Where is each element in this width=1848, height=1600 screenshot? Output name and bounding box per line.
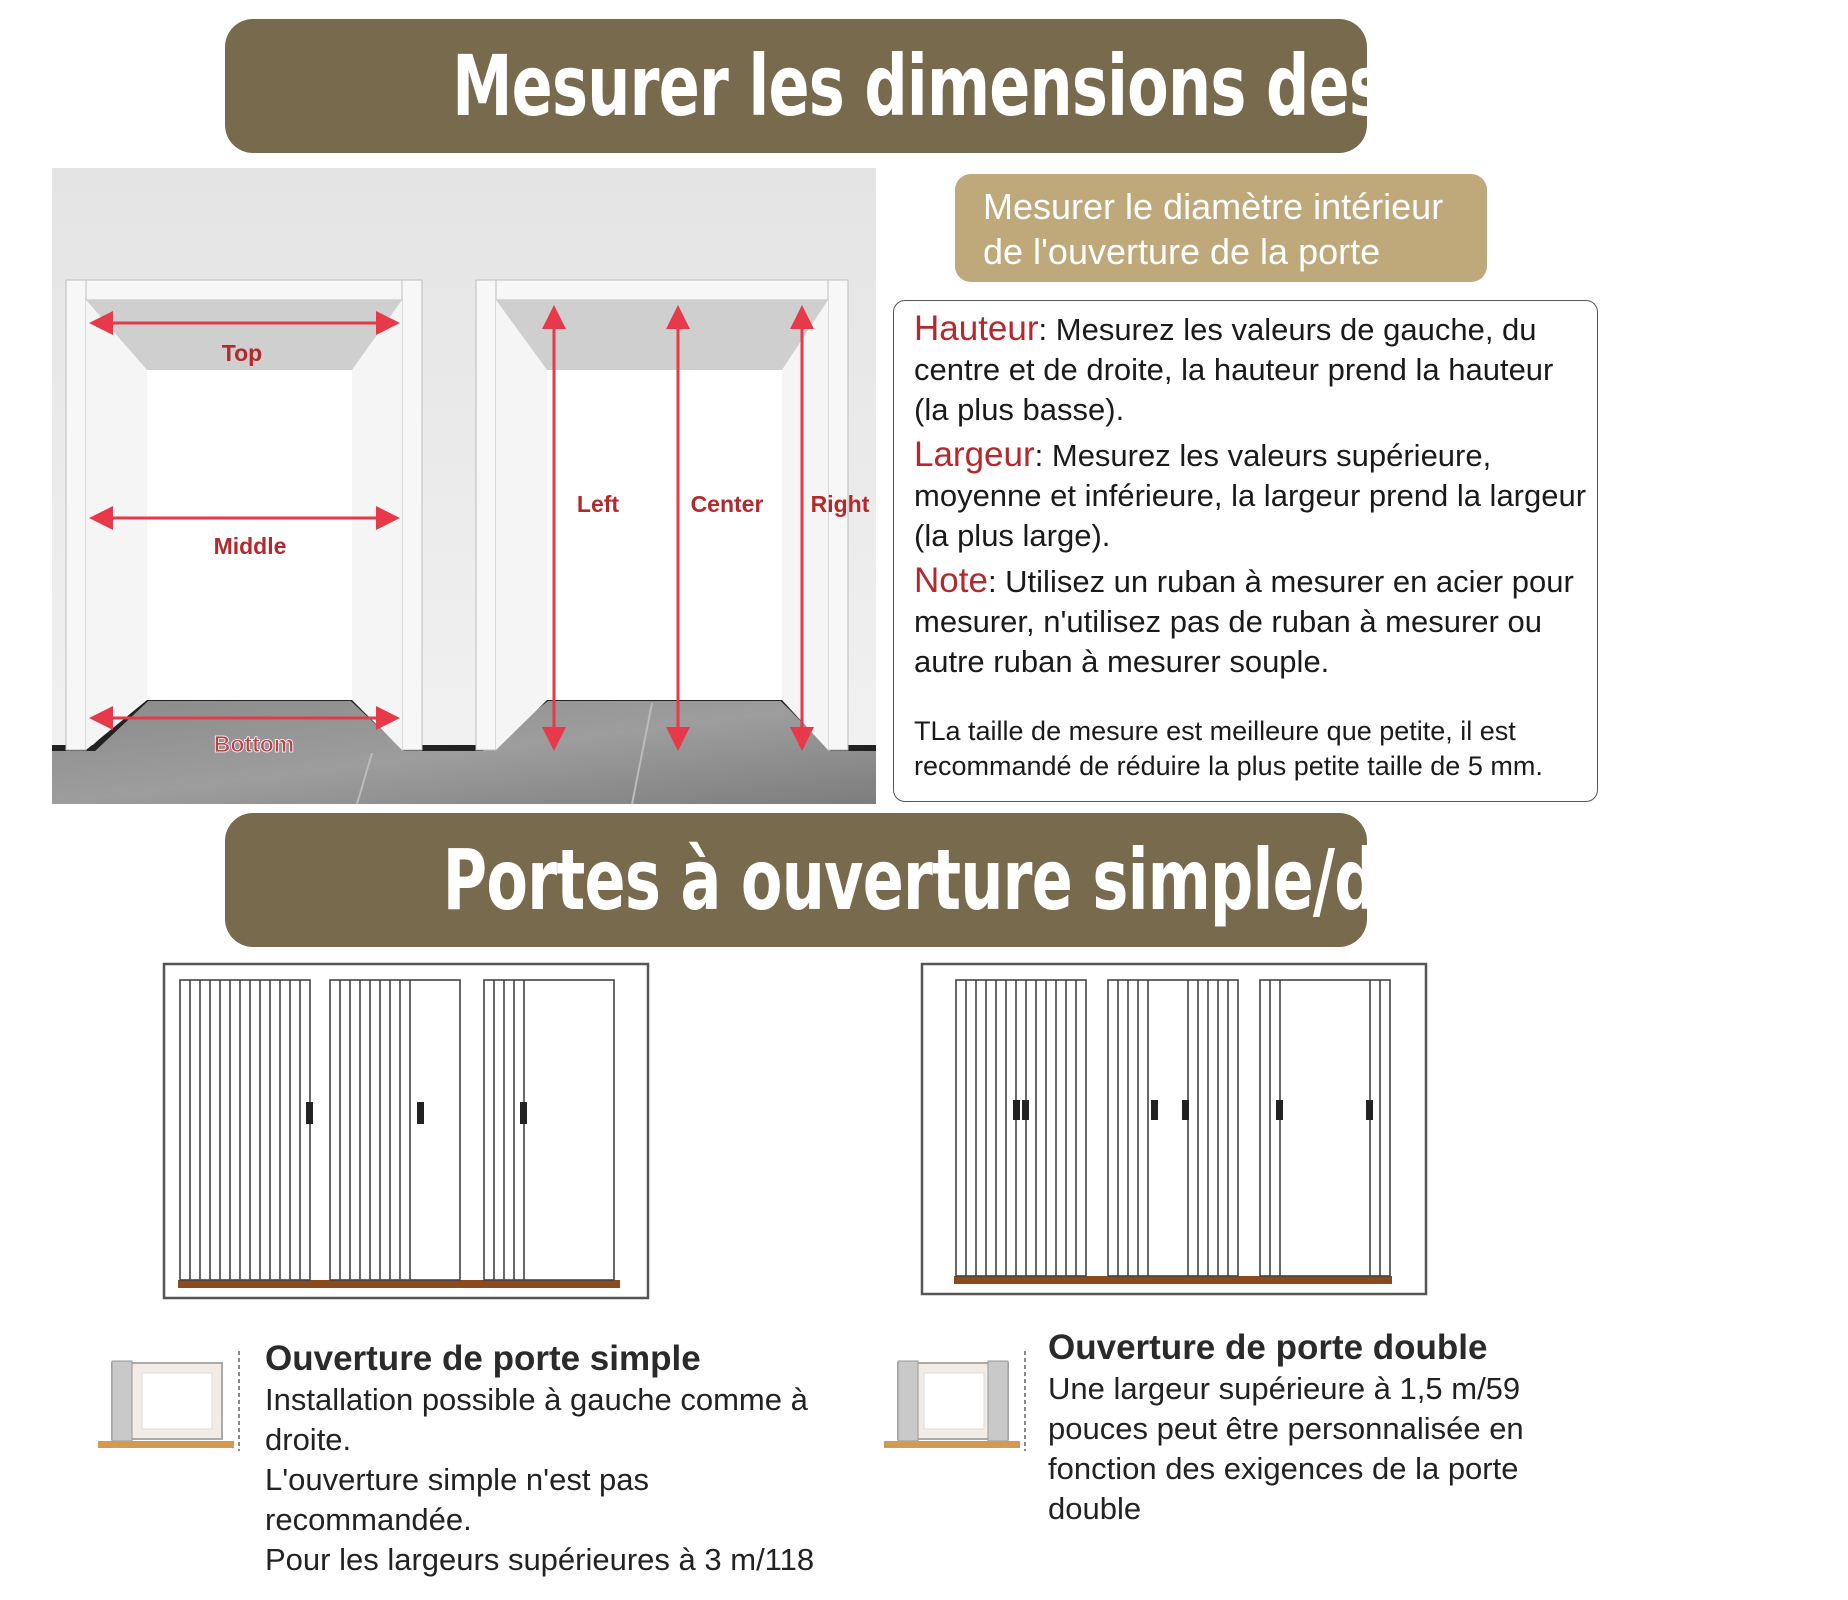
double-door-text: Une largeur supérieure à 1,5 m/59 pouces peut être personnalisée en fonction des exigences de la porte double <box>1048 1371 1524 1526</box>
handle-icon <box>1182 1100 1189 1120</box>
handle-icon <box>1276 1100 1283 1120</box>
hauteur-paragraph <box>914 309 1591 430</box>
subtitle-line-2: de l'ouverture de la porte <box>983 231 1381 272</box>
single-door-line-2: L'ouverture simple n'est pas recommandée. <box>265 1462 650 1537</box>
hauteur-text: : Mesurez les valeurs de gauche, du centre et de droite, la hauteur prend la hauteur (la plus basse). <box>914 312 1554 427</box>
handle-icon <box>1013 1100 1020 1120</box>
label-bottom: Bottom <box>213 731 295 757</box>
largeur-paragraph <box>914 435 1591 556</box>
note-paragraph <box>914 561 1591 682</box>
label-center: Center <box>690 491 764 517</box>
single-door-illustration <box>162 962 650 1300</box>
main-title: Mesurer les dimensions des portes <box>452 37 1621 135</box>
label-middle: Middle <box>213 533 287 559</box>
single-door-title: Ouverture de porte simple <box>265 1339 701 1378</box>
tip-text: TLa taille de mesure est meilleure que petite, il est recommandé de réduire la plus petite taille de 5 mm. <box>914 716 1543 781</box>
main-title-banner <box>225 19 1621 153</box>
single-door-line-3: Pour les largeurs supérieures à 3 m/118 <box>265 1542 815 1577</box>
subtitle-line-1: Mesurer le diamètre intérieur <box>983 186 1444 227</box>
double-door-illustration <box>920 962 1428 1296</box>
label-right: Right <box>810 491 870 517</box>
hauteur-key: Hauteur <box>914 309 1039 348</box>
label-left: Left <box>576 491 620 517</box>
double-door-opening-icon <box>884 1345 1032 1457</box>
handle-icon <box>520 1102 527 1124</box>
double-door-caption <box>1048 1327 1593 1529</box>
note-key: Note <box>914 561 988 600</box>
handle-icon <box>1366 1100 1373 1120</box>
door-measurement-diagram <box>52 168 876 804</box>
subtitle-box <box>955 174 1487 282</box>
measurement-instructions <box>893 300 1598 802</box>
handle-icon <box>1151 1100 1158 1120</box>
double-door-title: Ouverture de porte double <box>1048 1328 1488 1367</box>
label-top: Top <box>221 340 263 366</box>
note-text: : Utilisez un ruban à mesurer en acier pour mesurer, n'utilisez pas de ruban à mesurer ou autre ruban à mesurer souple. <box>914 564 1574 679</box>
section-title: Portes à ouverture simple/double <box>442 831 1563 929</box>
handle-icon <box>1022 1100 1029 1120</box>
single-door-opening-icon <box>98 1345 246 1457</box>
single-door-caption <box>265 1338 855 1580</box>
largeur-text: : Mesurez les valeurs supérieure, moyenne et inférieure, la largeur prend la largeur (la plus large). <box>914 438 1587 553</box>
handle-icon <box>306 1102 313 1124</box>
single-door-line-1: Installation possible à gauche comme à droite. <box>265 1382 808 1457</box>
section-title-banner <box>225 813 1563 947</box>
largeur-key: Largeur <box>914 435 1035 474</box>
handle-icon <box>417 1102 424 1124</box>
door-frame-right <box>476 280 848 750</box>
